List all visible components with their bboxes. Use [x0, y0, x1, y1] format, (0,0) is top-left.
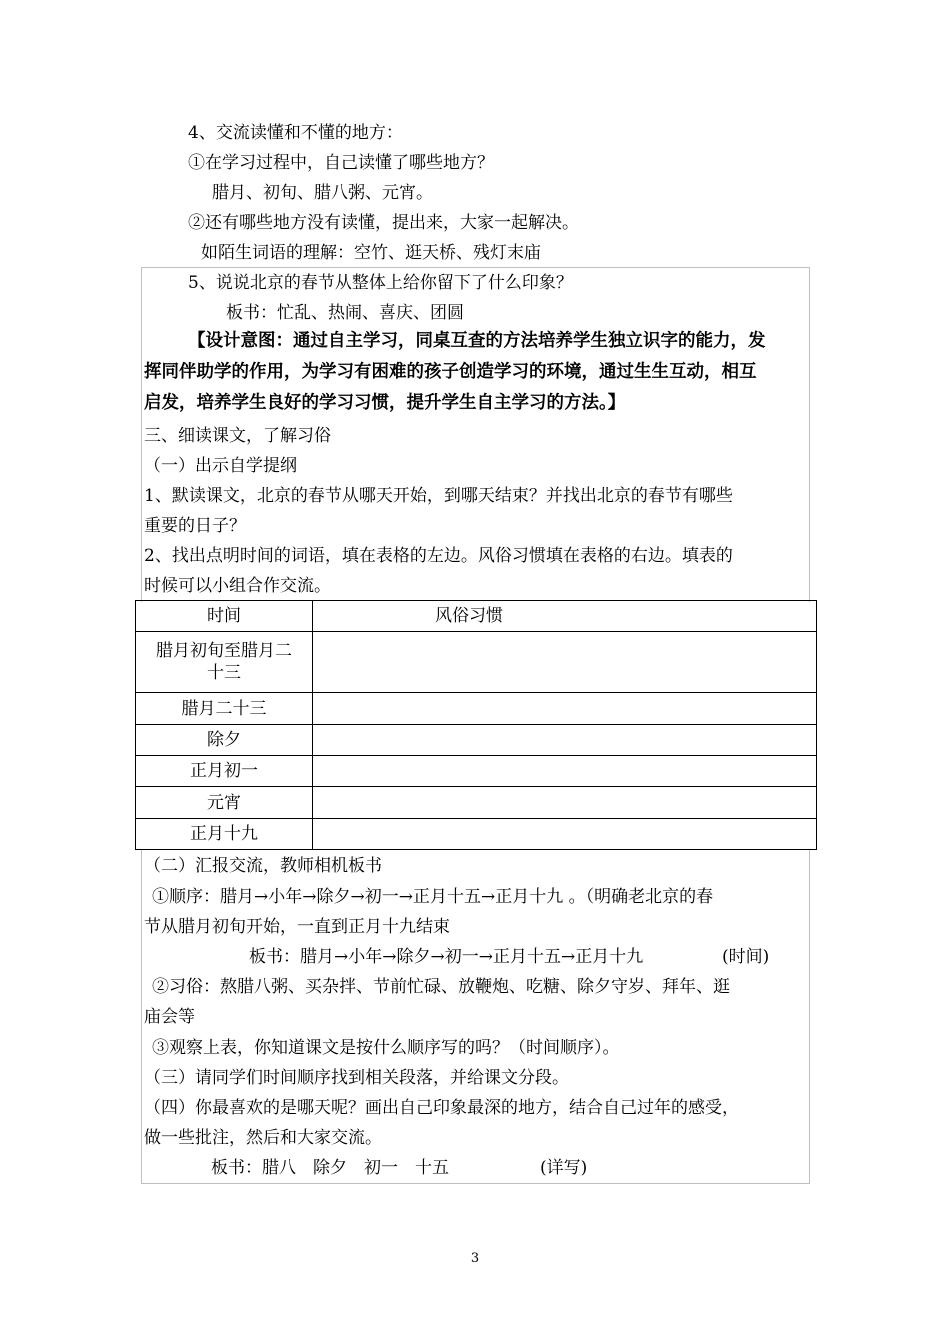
order-line-1: ①顺序：腊月→小年→除夕→初一→正月十五→正月十九 。（明确老北京的春: [152, 887, 714, 907]
customs-table: [135, 600, 817, 850]
time-cell: 腊月初旬至腊月二: [156, 641, 292, 661]
header-custom: 风俗习惯: [313, 601, 817, 632]
frame-right-line-lower: [809, 849, 810, 1183]
board-impression: 板书：忙乱、热闹、喜庆、团圆: [226, 303, 464, 323]
section-3-heading: 三、细读课文，了解习俗: [144, 426, 331, 446]
customs-line-2: 庙会等: [144, 1007, 195, 1027]
customs-line-1: ②习俗：熬腊八粥、买杂拌、节前忙碌、放鞭炮、吃糖、除夕守岁、拜年、逛: [152, 977, 730, 997]
frame-right-line: [809, 267, 810, 602]
sub-2-heading: （二）汇报交流，教师相机板书: [144, 856, 382, 876]
board-detailed: 板书：腊八 除夕 初一 十五: [211, 1158, 449, 1178]
table-row: [136, 632, 817, 693]
board-detailed-note: (详写): [540, 1158, 588, 1178]
design-intent-line-3: 启发，培养学生良好的学习习惯，提升学生自主学习的方法。】: [144, 393, 626, 413]
table-row: [136, 787, 817, 819]
sub-3-heading: （三）请同学们时间顺序找到相关段落，并给课文分段。: [144, 1068, 569, 1088]
time-cell: 腊月二十三: [136, 693, 313, 725]
time-cell: 正月初一: [136, 756, 313, 787]
design-intent-line-2: 挥同伴助学的作用，为学习有困难的孩子创造学习的环境，通过生生互动，相互: [144, 362, 757, 382]
custom-cell[interactable]: [313, 819, 817, 850]
custom-cell[interactable]: [313, 725, 817, 756]
table-row: [136, 756, 817, 787]
design-intent-line-1: 【设计意图：通过自主学习，同桌互查的方法培养学生独立识字的能力，发: [188, 331, 766, 351]
question-understood: ①在学习过程中，自己读懂了哪些地方？: [188, 153, 494, 173]
frame-bottom-line: [141, 1183, 810, 1184]
frame-left-line: [141, 267, 142, 602]
order-line-2: 节从腊月初旬开始，一直到正月十九结束: [144, 917, 450, 937]
table-row: [136, 725, 817, 756]
custom-cell[interactable]: [313, 632, 817, 693]
answer-understood-words: 腊月、初旬、腊八粥、元宵。: [212, 183, 433, 203]
task-1-line-2: 重要的日子？: [144, 516, 246, 536]
custom-cell[interactable]: [313, 693, 817, 725]
task-2-line-1: 2、找出点明时间的词语，填在表格的左边。风俗习惯填在表格的右边。填表的: [144, 546, 733, 566]
observe-question: ③观察上表，你知道课文是按什么顺序写的吗？（时间顺序）。: [152, 1038, 620, 1058]
task-1-line-1: 1、默读课文，北京的春节从哪天开始，到哪天结束？并找出北京的春节有哪些: [144, 486, 733, 506]
page-number: 3: [470, 1251, 480, 1266]
sub-4-line-2: 做一些批注，然后和大家交流。: [144, 1128, 382, 1148]
step-5-question: 5、说说北京的春节从整体上给你留下了什么印象？: [188, 273, 573, 293]
custom-cell[interactable]: [313, 787, 817, 819]
board-timeline: 板书：腊月→小年→除夕→初一→正月十五→正月十九: [249, 947, 644, 967]
sub-4-line-1: （四）你最喜欢的是哪天呢？画出自己印象最深的地方，结合自己过年的感受，: [144, 1098, 739, 1118]
header-time: 时间: [136, 601, 313, 632]
frame-top-line: [141, 267, 810, 268]
question-not-understood: ②还有哪些地方没有读懂，提出来，大家一起解决。: [188, 213, 579, 233]
step-4-heading: 4、交流读懂和不懂的地方：: [188, 123, 403, 143]
board-timeline-note: (时间): [722, 947, 770, 967]
table-row: [136, 819, 817, 850]
task-2-line-2: 时候可以小组合作交流。: [144, 576, 331, 596]
time-cell: 正月十九: [136, 819, 313, 850]
time-cell: 元宵: [136, 787, 313, 819]
time-cell-cont: 十三: [207, 663, 241, 683]
custom-cell[interactable]: [313, 756, 817, 787]
time-cell: 除夕: [136, 725, 313, 756]
example-unfamiliar-words: 如陌生词语的理解：空竹、逛天桥、残灯末庙: [201, 243, 541, 263]
frame-left-line-lower: [141, 849, 142, 1183]
sub-1-heading: （一）出示自学提纲: [144, 456, 297, 476]
table-row: [136, 693, 817, 725]
